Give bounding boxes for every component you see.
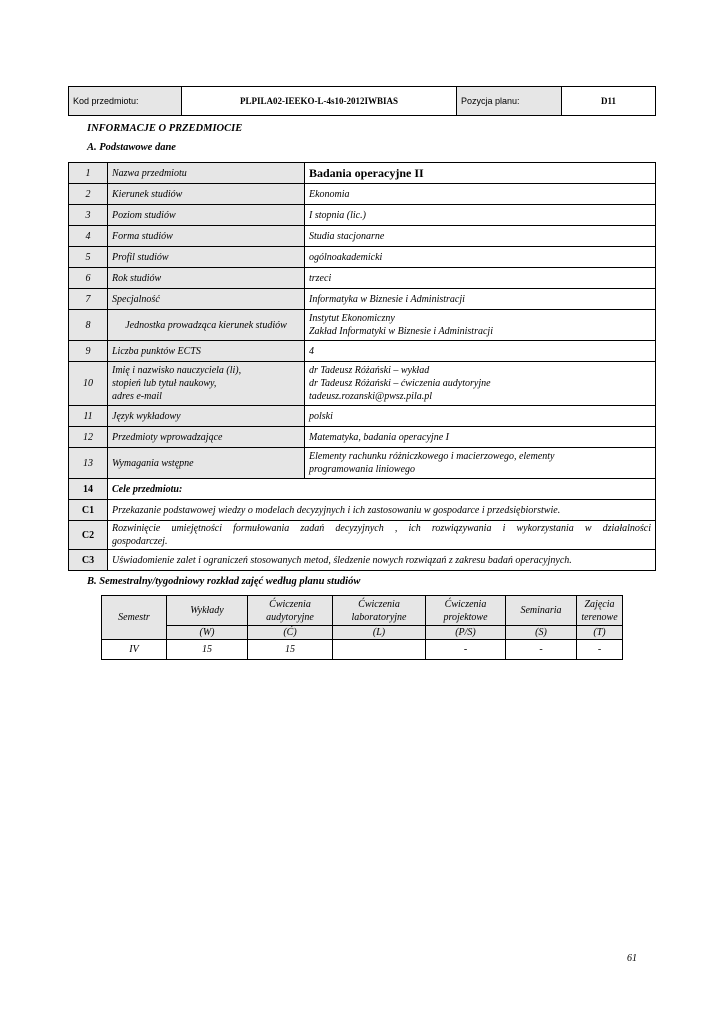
schedule-table bbox=[101, 595, 623, 660]
value-line: Elementy rachunku różniczkowego i macierzowego, elementy bbox=[309, 451, 555, 462]
email-text: tadeusz.rozanski@pwsz.pila.pl bbox=[309, 391, 433, 402]
course-name-value: Badania operacyjne II bbox=[305, 163, 656, 184]
row-number: 3 bbox=[69, 205, 108, 226]
course-header-table bbox=[68, 86, 656, 116]
value-line: Instytut Ekonomiczny bbox=[309, 313, 395, 324]
field-label: Jednostka prowadząca kierunek studiów bbox=[108, 310, 305, 341]
row-number: 14 bbox=[69, 479, 108, 500]
row-number: 6 bbox=[69, 268, 108, 289]
label-line: stopień lub tytuł naukowy, bbox=[112, 378, 217, 389]
schedule-data-row bbox=[102, 640, 623, 660]
value-line: programowania liniowego bbox=[309, 464, 416, 475]
hours-value: - bbox=[426, 640, 506, 660]
header-line: Ćwiczenia bbox=[358, 598, 400, 610]
table-row bbox=[69, 205, 656, 226]
field-value: trzeci bbox=[305, 268, 656, 289]
table-row bbox=[69, 226, 656, 247]
hours-value: 15 bbox=[167, 640, 248, 660]
value-line: dr Tadeusz Różański – wykład bbox=[309, 365, 430, 376]
semester-header: Semestr bbox=[102, 596, 167, 640]
goal-text-line: gospodarczej. bbox=[112, 536, 168, 547]
schedule-header-cell bbox=[426, 596, 506, 626]
semester-value: IV bbox=[102, 640, 167, 660]
field-label: Kierunek studiów bbox=[108, 184, 305, 205]
section-info-heading: INFORMACJE O PRZEDMIOCIE bbox=[87, 123, 243, 134]
header-line: Ćwiczenia bbox=[269, 598, 311, 610]
row-number: 13 bbox=[69, 448, 108, 479]
field-value: Ekonomia bbox=[305, 184, 656, 205]
goal-row bbox=[69, 500, 656, 521]
goal-text-line: Rozwinięcie umiejętności formułowania zadań decyzyjnych , ich rozwiązywania i wykorzystania w działalności bbox=[112, 523, 651, 534]
field-value: polski bbox=[305, 406, 656, 427]
table-row bbox=[69, 362, 656, 406]
section-a-heading: A. Podstawowe dane bbox=[87, 142, 176, 153]
row-number: 11 bbox=[69, 406, 108, 427]
row-number: 1 bbox=[69, 163, 108, 184]
goals-heading: Cele przedmiotu: bbox=[108, 479, 656, 500]
label-line: adres e-mail bbox=[112, 391, 162, 402]
header-line: terenowe bbox=[581, 611, 618, 623]
field-label: Język wykładowy bbox=[108, 406, 305, 427]
field-label: Rok studiów bbox=[108, 268, 305, 289]
field-value: Studia stacjonarne bbox=[305, 226, 656, 247]
field-value: 4 bbox=[305, 341, 656, 362]
activity-code: (T) bbox=[577, 626, 623, 640]
field-label: Nazwa przedmiotu bbox=[108, 163, 305, 184]
goal-text: Uświadomienie zalet i ograniczeń stosowanych metod, śledzenie nowych rozwiązań z zakresu badań operacyjnych. bbox=[108, 550, 656, 571]
field-label: Wymagania wstępne bbox=[108, 448, 305, 479]
hours-value: 15 bbox=[248, 640, 333, 660]
section-b-heading: B. Semestralny/tygodniowy rozkład zajęć według planu studiów bbox=[87, 576, 361, 587]
activity-code: (W) bbox=[167, 626, 248, 640]
field-value bbox=[305, 310, 656, 341]
header-line: Seminaria bbox=[520, 605, 562, 616]
basic-data-table bbox=[68, 162, 656, 571]
hours-value: - bbox=[506, 640, 577, 660]
table-row bbox=[69, 341, 656, 362]
schedule-header-cell bbox=[167, 596, 248, 626]
goal-code: C3 bbox=[69, 550, 108, 571]
field-label: Profil studiów bbox=[108, 247, 305, 268]
plan-position-label: Pozycja planu: bbox=[457, 87, 562, 116]
field-label: Poziom studiów bbox=[108, 205, 305, 226]
table-row bbox=[69, 247, 656, 268]
schedule-header-cell bbox=[248, 596, 333, 626]
table-row bbox=[69, 479, 656, 500]
header-line: projektowe bbox=[443, 611, 488, 623]
schedule-header-cell bbox=[577, 596, 623, 626]
activity-code: (L) bbox=[333, 626, 426, 640]
table-row bbox=[69, 184, 656, 205]
value-line: Zakład Informatyki w Biznesie i Administracji bbox=[309, 326, 493, 337]
goal-text: Przekazanie podstawowej wiedzy o modelach decyzyjnych i ich zastosowaniu w gospodarce i przedsiębiorstwie. bbox=[108, 500, 656, 521]
header-line: laboratoryjne bbox=[351, 611, 407, 623]
header-line: Wykłady bbox=[190, 605, 224, 616]
schedule-header-cell bbox=[333, 596, 426, 626]
course-code-value: PLPILA02-IEEKO-L-4s10-2012IWBIAS bbox=[182, 87, 457, 116]
hours-value bbox=[333, 640, 426, 660]
activity-code: (P/S) bbox=[426, 626, 506, 640]
field-value: ogólnoakademicki bbox=[305, 247, 656, 268]
goal-code: C1 bbox=[69, 500, 108, 521]
row-number: 10 bbox=[69, 362, 108, 406]
row-number: 2 bbox=[69, 184, 108, 205]
header-line: Zajęcia bbox=[584, 598, 615, 610]
schedule-header-cell bbox=[506, 596, 577, 626]
field-label bbox=[108, 362, 305, 406]
table-row bbox=[69, 310, 656, 341]
activity-code: (S) bbox=[506, 626, 577, 640]
row-number: 7 bbox=[69, 289, 108, 310]
table-row bbox=[69, 406, 656, 427]
goal-code: C2 bbox=[69, 521, 108, 550]
activity-code: (Ć) bbox=[248, 626, 333, 640]
row-number: 8 bbox=[69, 310, 108, 341]
field-value bbox=[305, 448, 656, 479]
header-line: Ćwiczenia bbox=[444, 598, 487, 610]
course-code-label: Kod przedmiotu: bbox=[69, 87, 182, 116]
field-label: Liczba punktów ECTS bbox=[108, 341, 305, 362]
row-number: 12 bbox=[69, 427, 108, 448]
field-label: Forma studiów bbox=[108, 226, 305, 247]
hours-value: - bbox=[577, 640, 623, 660]
table-row bbox=[69, 268, 656, 289]
field-value: Informatyka w Biznesie i Administracji bbox=[305, 289, 656, 310]
plan-position-value: D11 bbox=[562, 87, 656, 116]
label-line: Imię i nazwisko nauczyciela (li), bbox=[112, 365, 242, 376]
field-label: Przedmioty wprowadzające bbox=[108, 427, 305, 448]
goal-row bbox=[69, 521, 656, 550]
header-line: audytoryjne bbox=[266, 611, 314, 623]
field-value bbox=[305, 362, 656, 406]
table-row bbox=[69, 448, 656, 479]
row-number: 9 bbox=[69, 341, 108, 362]
value-line: dr Tadeusz Różański – ćwiczenia audytoryjne bbox=[309, 378, 491, 389]
schedule-header-row bbox=[102, 596, 623, 626]
table-row bbox=[69, 289, 656, 310]
goal-text bbox=[108, 521, 656, 550]
schedule-codes-row bbox=[102, 626, 623, 640]
field-value: Matematyka, badania operacyjne I bbox=[305, 427, 656, 448]
field-label: Specjalność bbox=[108, 289, 305, 310]
field-value: I stopnia (lic.) bbox=[305, 205, 656, 226]
table-row bbox=[69, 163, 656, 184]
row-number: 4 bbox=[69, 226, 108, 247]
page-number: 61 bbox=[627, 953, 637, 964]
row-number: 5 bbox=[69, 247, 108, 268]
goal-row bbox=[69, 550, 656, 571]
table-row bbox=[69, 427, 656, 448]
